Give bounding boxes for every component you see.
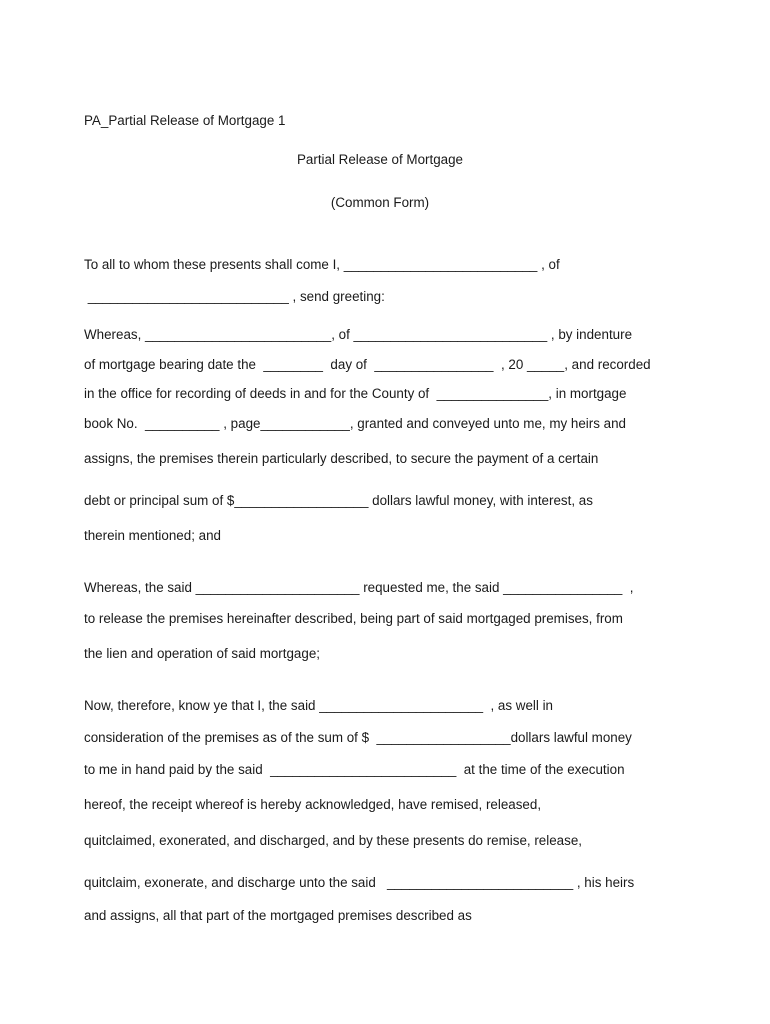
body-line-16: hereof, the receipt whereof is hereby acknowledged, have remised, released, bbox=[84, 797, 542, 812]
body-line-11: to release the premises hereinafter described, being part of said mortgaged premises, from bbox=[84, 611, 623, 626]
document-title: Partial Release of Mortgage bbox=[297, 152, 463, 167]
body-line-17: quitclaimed, exonerated, and discharged, and by these presents do remise, release, bbox=[84, 833, 582, 848]
body-line-3: Whereas, _________________________, of __________________________ , by indenture bbox=[84, 327, 633, 342]
document-subtitle: (Common Form) bbox=[330, 195, 430, 210]
body-line-2: ___________________________ , send greeting: bbox=[84, 289, 385, 304]
body-line-6: book No. __________ , page____________, granted and conveyed unto me, my heirs and bbox=[84, 416, 626, 431]
body-line-18: quitclaim, exonerate, and discharge unto the said _________________________ , his heirs bbox=[84, 875, 635, 890]
document-header: PA_Partial Release of Mortgage 1 bbox=[84, 113, 286, 128]
body-line-15: to me in hand paid by the said _________________________ at the time of the execution bbox=[84, 762, 625, 777]
body-line-19: and assigns, all that part of the mortgaged premises described as bbox=[84, 908, 472, 923]
body-line-13: Now, therefore, know ye that I, the said ______________________ , as well in bbox=[84, 698, 553, 713]
body-line-4: of mortgage bearing date the ________ day of ________________ , 20 _____, and recorded bbox=[84, 357, 651, 372]
body-line-12: the lien and operation of said mortgage; bbox=[84, 646, 320, 661]
body-line-14: consideration of the premises as of the sum of $ __________________dollars lawful money bbox=[84, 730, 632, 745]
body-line-9: therein mentioned; and bbox=[84, 528, 221, 543]
body-line-10: Whereas, the said ______________________ requested me, the said ________________ , bbox=[84, 580, 634, 595]
body-line-8: debt or principal sum of $__________________ dollars lawful money, with interest, as bbox=[84, 493, 593, 508]
body-line-5: in the office for recording of deeds in and for the County of _______________, in mortgage bbox=[84, 386, 627, 401]
body-line-7: assigns, the premises therein particularly described, to secure the payment of a certain bbox=[84, 451, 599, 466]
body-line-1: To all to whom these presents shall come I, __________________________ , of bbox=[84, 257, 560, 272]
